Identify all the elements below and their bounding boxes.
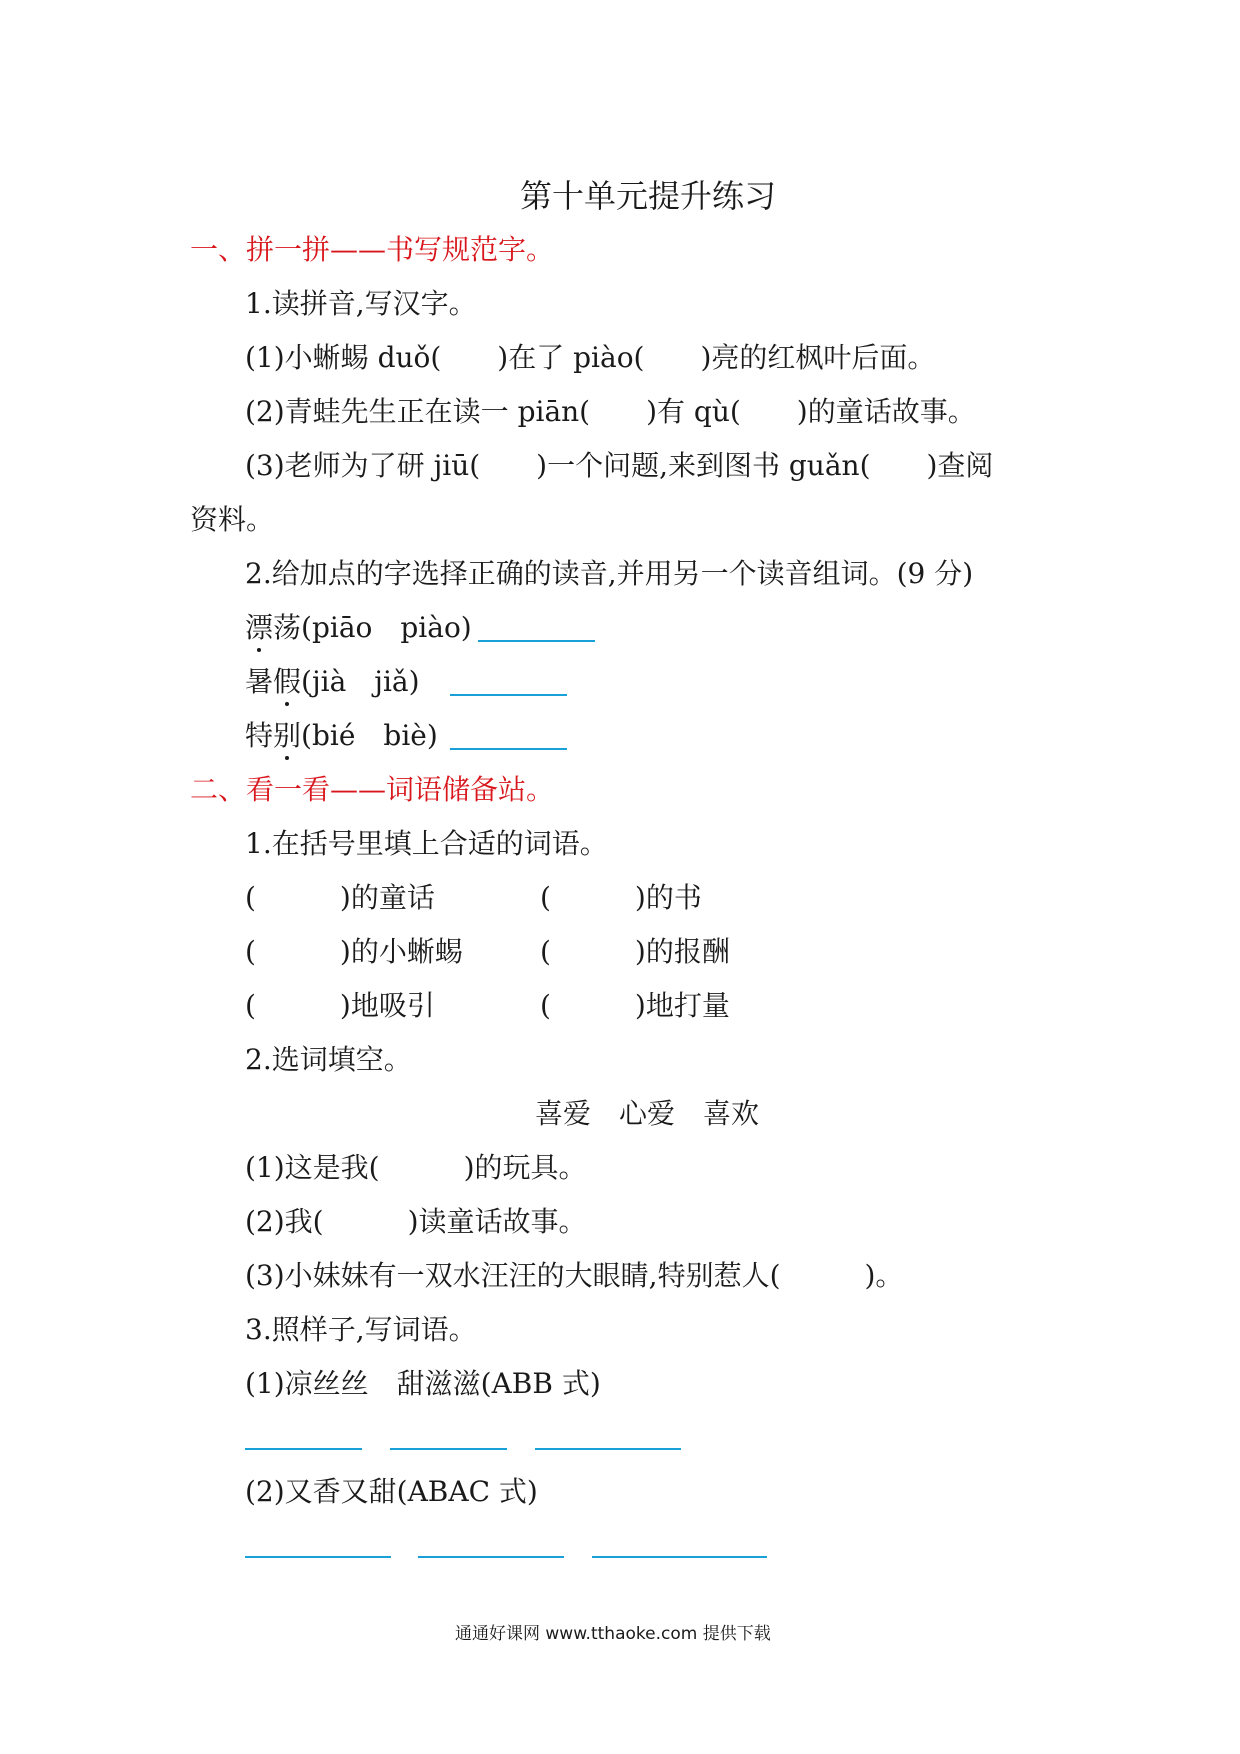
section-1-q1-item-3: (3)老师为了研 jiū( )一个问题,来到图书 guǎn( )查阅 bbox=[245, 449, 994, 482]
section-1-q1-item-1: (1)小蜥蜴 duǒ( )在了 piào( )亮的红枫叶后面。 bbox=[245, 341, 936, 374]
section-2-q3-title: 3.照样子,写词语。 bbox=[245, 1313, 477, 1346]
plain-character: 暑 bbox=[245, 665, 274, 698]
answer-line[interactable] bbox=[245, 1556, 391, 1558]
word-choices: 喜爱 心爱 喜欢 bbox=[535, 1097, 760, 1130]
answer-line[interactable] bbox=[390, 1448, 507, 1450]
dotted-character: 漂 bbox=[245, 611, 274, 644]
word-fill-item: ( )的书 bbox=[540, 881, 702, 914]
word-fill-item: ( )地打量 bbox=[540, 989, 730, 1022]
section-2-heading: 二、看一看——词语储备站。 bbox=[190, 773, 555, 806]
word-fill-item: ( )的童话 bbox=[245, 881, 435, 914]
section-2-q2-item-2: (2)我( )读童话故事。 bbox=[245, 1205, 587, 1238]
section-1-q1-item-3-continued: 资料。 bbox=[190, 503, 275, 536]
section-1-heading: 一、拼一拼——书写规范字。 bbox=[190, 233, 555, 266]
footer-credit: 通通好课网 www.tthaoke.com 提供下载 bbox=[455, 1624, 771, 1644]
pronunciation-item-3 bbox=[245, 718, 438, 754]
answer-line[interactable] bbox=[245, 1448, 362, 1450]
answer-line[interactable] bbox=[450, 748, 567, 750]
section-2-q2-item-3: (3)小妹妹有一双水汪汪的大眼睛,特别惹人( )。 bbox=[245, 1259, 904, 1292]
answer-line[interactable] bbox=[478, 640, 595, 642]
pronunciation-options: 荡(piāo piào) bbox=[273, 611, 472, 644]
section-1-q1-item-2: (2)青蛙先生正在读一 piān( )有 qù( )的童话故事。 bbox=[245, 395, 976, 428]
word-fill-item: ( )地吸引 bbox=[245, 989, 435, 1022]
section-2-q1-title: 1.在括号里填上合适的词语。 bbox=[245, 827, 608, 860]
word-fill-item: ( )的小蜥蜴 bbox=[245, 935, 463, 968]
section-2-q2-item-1: (1)这是我( )的玩具。 bbox=[245, 1151, 587, 1184]
pronunciation-options: (jià jiǎ) bbox=[301, 665, 420, 698]
section-1-q2-title: 2.给加点的字选择正确的读音,并用另一个读音组词。(9 分) bbox=[245, 557, 974, 590]
pronunciation-options: (bié biè) bbox=[301, 719, 438, 752]
pronunciation-item-1 bbox=[245, 610, 472, 646]
plain-character: 特 bbox=[245, 719, 274, 752]
answer-line[interactable] bbox=[450, 694, 567, 696]
section-2-q2-title: 2.选词填空。 bbox=[245, 1043, 412, 1076]
answer-line[interactable] bbox=[535, 1448, 681, 1450]
section-1-q1-title: 1.读拼音,写汉字。 bbox=[245, 287, 477, 320]
section-2-q3-item-2: (2)又香又甜(ABAC 式) bbox=[245, 1475, 538, 1508]
pronunciation-item-2 bbox=[245, 664, 420, 700]
page-title: 第十单元提升练习 bbox=[520, 177, 777, 215]
dotted-character: 假 bbox=[273, 665, 302, 698]
section-2-q3-item-1: (1)凉丝丝 甜滋滋(ABB 式) bbox=[245, 1367, 601, 1400]
dotted-character: 别 bbox=[273, 719, 302, 752]
answer-line[interactable] bbox=[592, 1556, 767, 1558]
word-fill-item: ( )的报酬 bbox=[540, 935, 730, 968]
answer-line[interactable] bbox=[418, 1556, 564, 1558]
